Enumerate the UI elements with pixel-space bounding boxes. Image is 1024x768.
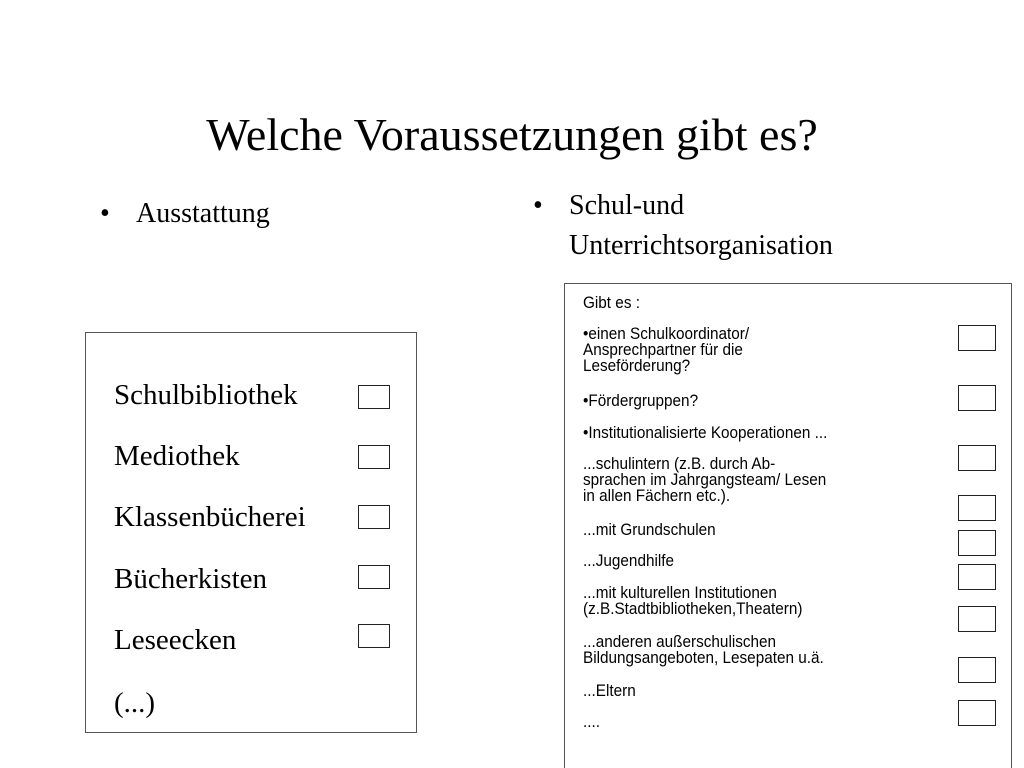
item-kooperationen: •Institutionalisierte Kooperationen ... xyxy=(583,423,828,442)
bullet-dot: • xyxy=(100,198,110,229)
item-mediothek: Mediothek xyxy=(114,440,240,472)
item-kulturelle-line1: ...mit kulturellen Institutionen xyxy=(583,583,777,602)
checkbox-etc[interactable] xyxy=(958,700,996,726)
checkbox-kulturelle[interactable] xyxy=(958,564,996,590)
right-heading-line1: Schul-und xyxy=(569,190,685,221)
item-schulkoordinator-line3: Leseförderung? xyxy=(583,356,691,375)
bullet-dot: • xyxy=(533,190,543,221)
item-ausserschulisch-line2: Bildungsangeboten, Lesepaten u.ä. xyxy=(583,648,824,667)
item-eltern: ...Eltern xyxy=(583,681,636,700)
item-schulkoordinator-line1: •einen Schulkoordinator/ xyxy=(583,324,750,343)
item-jugendhilfe: ...Jugendhilfe xyxy=(583,551,675,570)
item-schulintern-line2: sprachen im Jahrgangsteam/ Lesen xyxy=(583,470,827,489)
item-schulintern-line1: ...schulintern (z.B. durch Ab- xyxy=(583,454,776,473)
item-kulturelle-line2: (z.B.Stadtbibliotheken,Theatern) xyxy=(583,599,803,618)
checklist-header: Gibt es : xyxy=(583,293,640,312)
item-buecherkisten: Bücherkisten xyxy=(114,563,268,595)
checkbox-grundschulen[interactable] xyxy=(958,495,996,521)
checkbox-eltern[interactable] xyxy=(958,657,996,683)
item-klassenbuecherei: Klassenbücherei xyxy=(114,501,306,533)
item-foerdergruppen: •Fördergruppen? xyxy=(583,391,699,410)
item-schulbibliothek: Schulbibliothek xyxy=(114,379,298,411)
item-grundschulen: ...mit Grundschulen xyxy=(583,520,716,539)
checkbox-schulbibliothek[interactable] xyxy=(358,385,390,409)
item-ausserschulisch-line1: ...anderen außerschulischen xyxy=(583,632,777,651)
right-heading xyxy=(569,186,833,266)
checkbox-mediothek[interactable] xyxy=(358,445,390,469)
item-schulkoordinator-line2: Ansprechpartner für die xyxy=(583,340,743,359)
left-heading: Ausstattung xyxy=(136,198,270,229)
organisation-checklist-box xyxy=(564,283,1012,768)
right-heading-line2: Unterrichtsorganisation xyxy=(569,230,833,261)
checkbox-jugendhilfe[interactable] xyxy=(958,530,996,556)
checkbox-schulkoordinator[interactable] xyxy=(958,325,996,351)
slide-title: Welche Voraussetzungen gibt es? xyxy=(206,109,818,160)
checkbox-buecherkisten[interactable] xyxy=(358,565,390,589)
item-etc: .... xyxy=(583,712,601,731)
item-more: (...) xyxy=(114,687,156,719)
item-schulintern-line3: in allen Fächern etc.). xyxy=(583,486,731,505)
item-leseecken: Leseecken xyxy=(114,624,237,656)
checkbox-leseecken[interactable] xyxy=(358,624,390,648)
checkbox-klassenbuecherei[interactable] xyxy=(358,505,390,529)
checkbox-schulintern[interactable] xyxy=(958,445,996,471)
checkbox-foerdergruppen[interactable] xyxy=(958,385,996,411)
checkbox-ausserschulisch[interactable] xyxy=(958,606,996,632)
equipment-checklist-box xyxy=(85,332,417,733)
